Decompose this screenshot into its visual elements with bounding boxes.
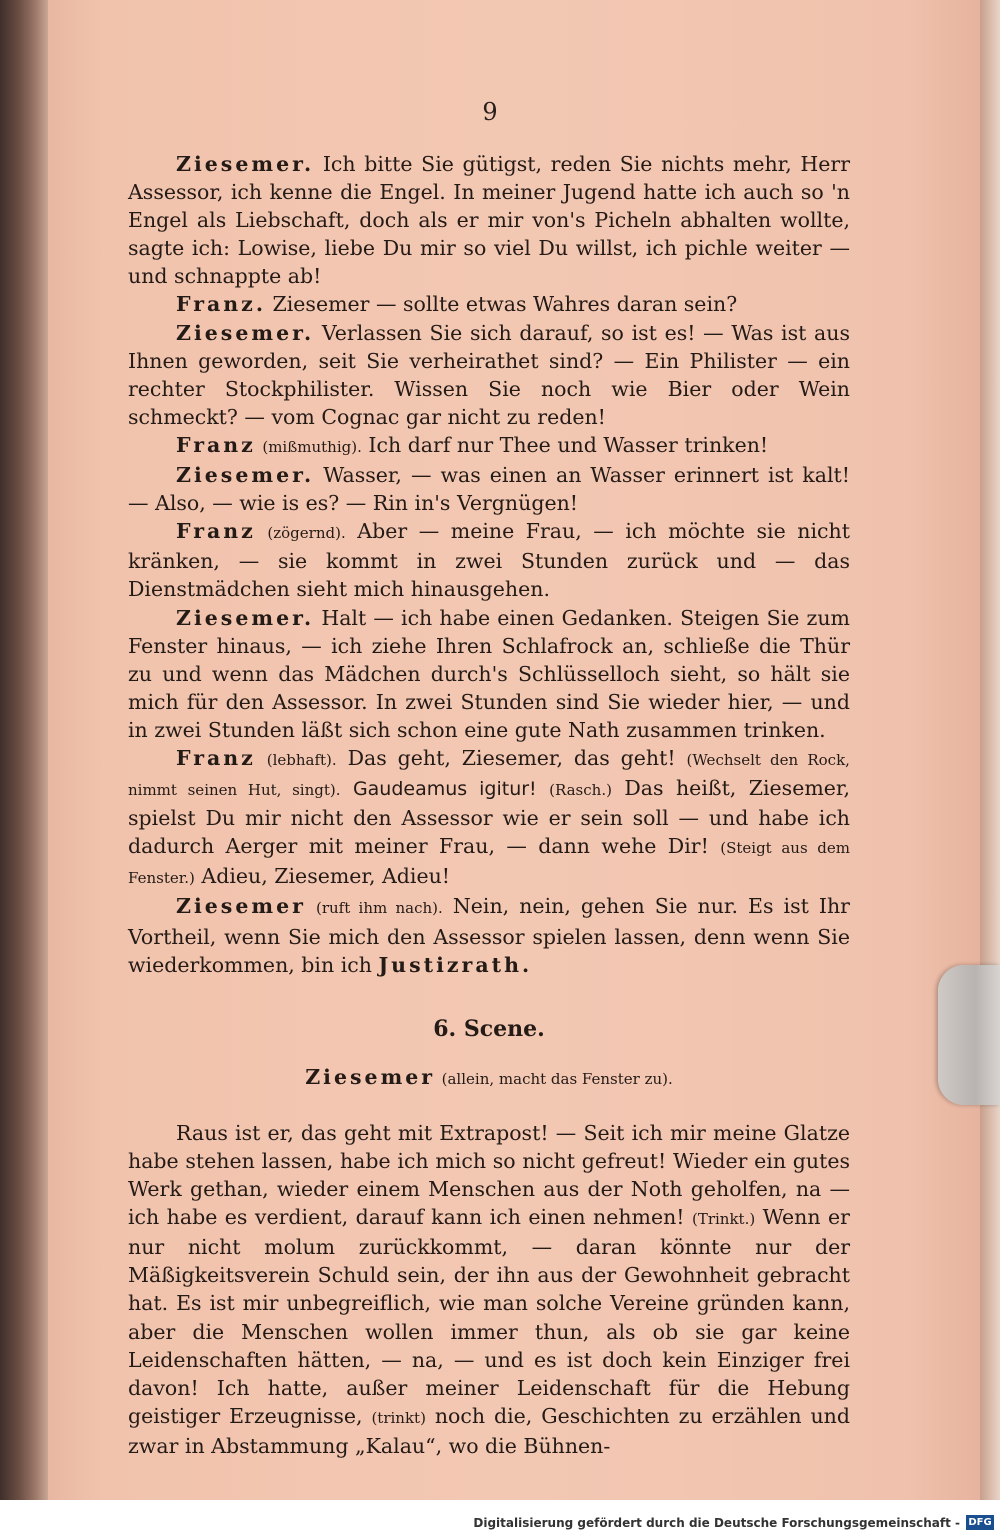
dfg-logo-icon: DFG [966,1515,994,1530]
stage-direction: (mißmuthig). [262,437,362,456]
paragraph-6 [128,517,850,603]
dialogue-text: Raus ist er, das geht mit Extrapost! — Seit ich mir meine Glatze habe stehen lassen, habe ich mich so nicht gefreut! Wieder ein gutes Werk gethan, wieder einem Menschen aus der Noth geholfen, na — ich habe es verdient, darauf kann ich einen nehmen! [128,1120,850,1230]
dialogue-text: Adieu, Ziesemer, Adieu! [201,864,451,889]
speaker: Ziesemer [176,894,306,919]
stage-direction: (Wechselt den Rock, nimmt seinen Hut, singt). [128,750,850,800]
dialogue-text: Das geht, Ziesemer, das geht! [347,745,676,770]
paragraph-1 [128,150,850,290]
book-binding-edge [0,0,48,1537]
stage-direction: (Steigt aus dem Fenster.) [128,839,850,888]
stage-direction: (trinkt) [371,1408,426,1427]
stage-direction: (ruft ihm nach). [315,899,443,918]
dialogue-text: Aber — meine Frau, — ich möchte sie nicht kränken, — sie kommt in zwei Stunden zurück und — das Dienstmädchen sieht mich hinausgehen. [128,519,850,602]
footer-bar [0,1500,1000,1537]
dialogue-text: Verlassen Sie sich darauf, so ist es! — Was ist aus Ihnen geworden, seit Sie verheirathet sind? — Ein Philister — ein rechter Stockphilister. Wissen Sie noch wie Bier oder Wein schmeckt? — vom Cognac gar nicht zu reden! [128,320,850,429]
page-right-edge [980,0,1000,1500]
dialogue-text: Das heißt, Ziesemer, spielst Du mir nicht den Assessor wie er sein soll — und habe ich dadurch Aerger mit meiner Frau, — dann wehe Dir! [128,776,850,859]
paragraph-2 [128,290,850,318]
speaker: Franz [176,745,256,770]
stage-direction: (allein, macht das Fenster zu). [441,1069,673,1088]
emphasized-word: Justizrath. [378,952,533,977]
dialogue-text: Ziesemer — sollte etwas Wahres daran sein? [272,292,738,317]
page-turn-tab[interactable] [938,965,1000,1105]
dialogue-text: Wenn er nur nicht molum zurückkommt, — daran könnte nur der Mäßigkeitsverein Schuld sein, der ihn aus der Gewohnheit gebracht hat. Es ist mir unbegreiflich, wie man solche Vereine gründen kann, aber die Menschen wollen immer thun, als ob sie gar keine Leidenschaften hätten, — na, — und es ist doch kein Einziger frei davon! Ich hatte, außer meiner Leidenschaft für die Hebung geistiger Erzeugnisse, [128,1205,850,1428]
speaker: Franz [176,519,256,544]
paragraph-7 [128,604,850,744]
paragraph-8 [128,744,850,892]
scene-heading: 6. Scene. [433,1015,545,1042]
dialogue-text: Nein, nein, gehen Sie nur. Es ist Ihr Vortheil, wenn Sie mich den Assessor spielen lassen, denn wenn Sie wiederkommen, bin ich [128,894,850,977]
dialogue-text: noch die, Geschichten zu erzählen und zwar in Abstammung „Kalau“, wo die Bühnen- [128,1403,850,1458]
funding-notice: Digitalisierung gefördert durch die Deutsche Forschungsgemeinschaft - [473,1516,960,1530]
speaker: Ziesemer. [176,463,315,488]
stage-direction: (Trinkt.) [691,1210,756,1229]
speaker: Ziesemer. [176,320,315,345]
paragraph-3 [128,319,850,431]
stage-direction: (Rasch.) [549,781,612,800]
dialogue-text: Ich bitte Sie gütigst, reden Sie nichts mehr, Herr Assessor, ich kenne die Engel. In meiner Jugend hatte ich auch so 'n Engel als Liebschaft, doch als er mir von's Picheln abhalten wollte, sagte ich: Lowise, liebe Du mir so viel Du willst, ich pichle weiter — und schnappte ab! [128,152,850,289]
dialogue-text: Ich darf nur Thee und Wasser trinken! [368,432,769,457]
monologue-paragraph [128,1119,850,1460]
stage-direction: (zögernd). [267,524,346,543]
dialogue-text: Halt — ich habe einen Gedanken. Steigen Sie zum Fenster hinaus, — ich ziehe Ihren Schlafrock an, schließe die Thür zu und wenn das Mädchen durch's Schlüsselloch sieht, so hält sie mich für den Assessor. In zwei Stunden sind Sie wieder hier, — und in zwei Stunden läßt sich schon eine gute Nath zusammen trinken. [128,605,850,742]
speaker: Ziesemer [305,1064,436,1089]
stage-direction: (lebhaft). [266,750,337,769]
speaker: Ziesemer. [176,605,315,630]
paragraph-9 [128,892,850,978]
paragraph-4 [128,431,850,461]
paragraph-5 [128,461,850,517]
speaker: Ziesemer. [176,152,315,176]
latin-song: Gaudeamus igitur! [352,778,537,801]
page-number: 9 [482,98,498,126]
text-body [128,150,850,1460]
dialogue-text: Wasser, — was einen an Wasser erinnert ist kalt! — Also, — wie is es? — Rin in's Vergnügen! [128,463,850,516]
speaker: Franz [176,432,256,457]
speaker: Franz. [176,292,266,317]
scene-subheading [128,1063,850,1093]
